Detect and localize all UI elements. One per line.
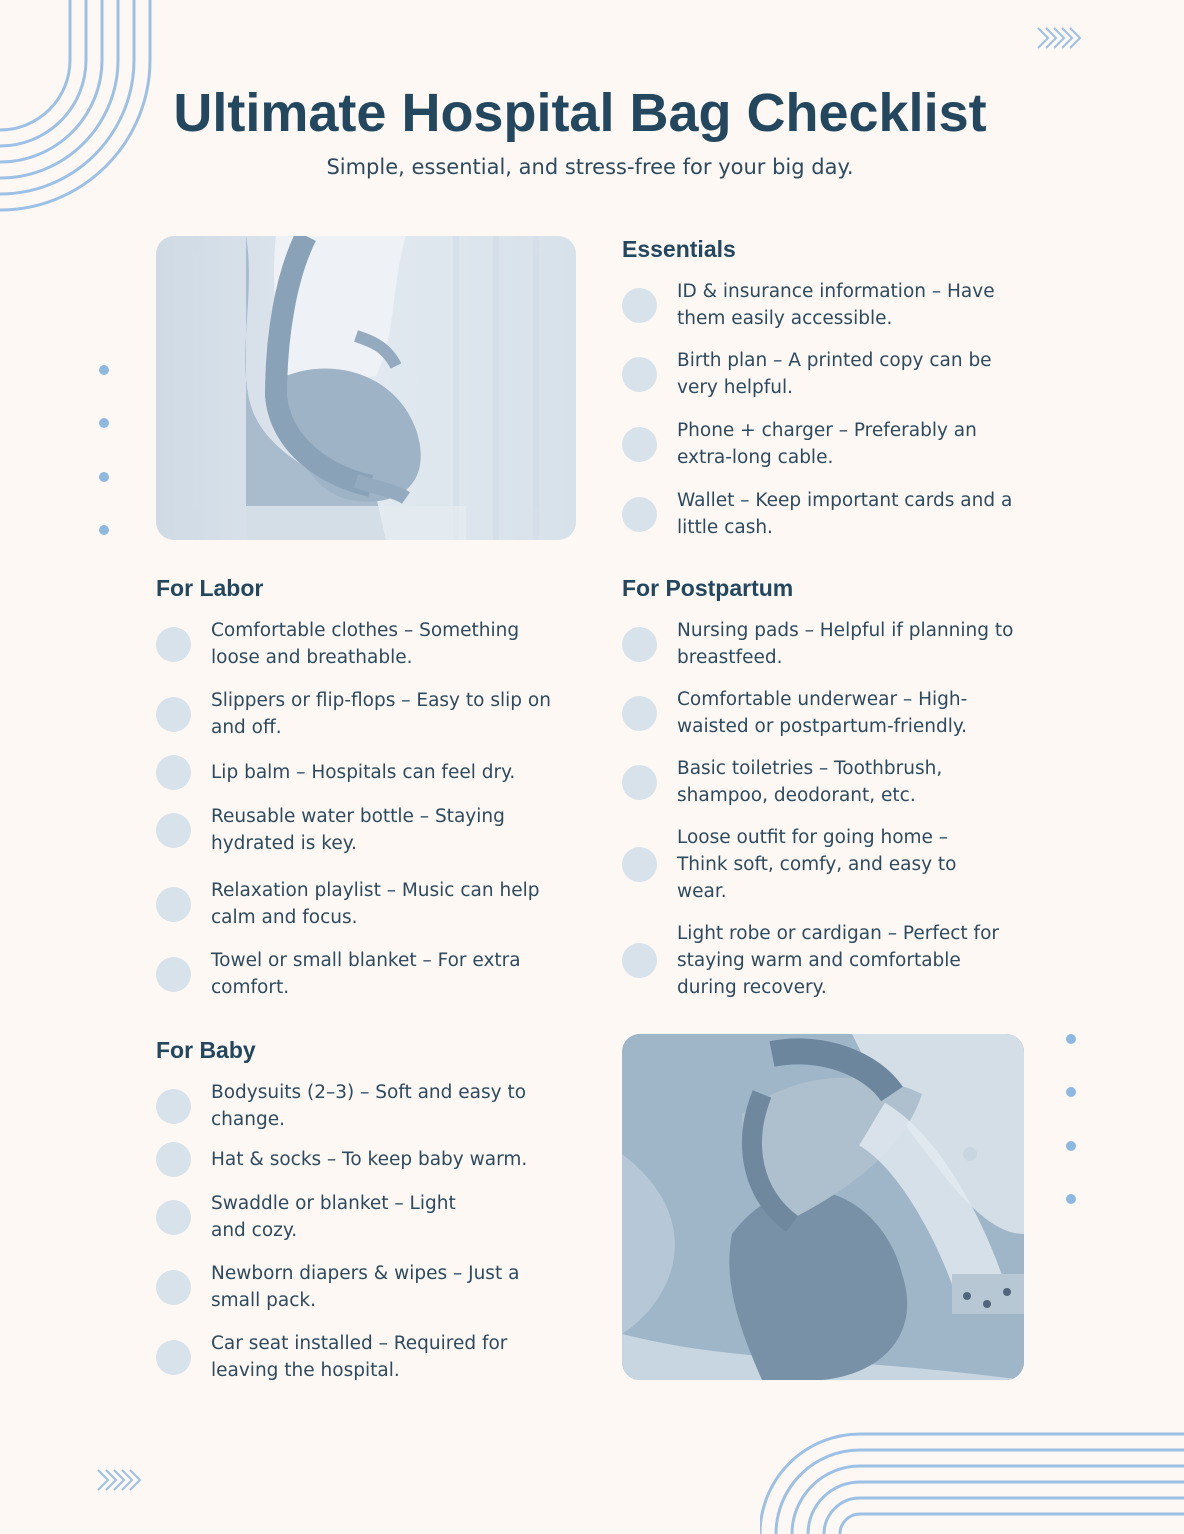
- item-text: Lip balm – Hospitals can feel dry.: [211, 762, 516, 783]
- decorative-dot: [1066, 1194, 1076, 1204]
- checkbox-circle[interactable]: [156, 1089, 191, 1124]
- checklist-item[interactable]: [622, 417, 1022, 471]
- checklist-item[interactable]: [156, 1260, 556, 1314]
- checkbox-circle[interactable]: [156, 1270, 191, 1305]
- checklist-item[interactable]: [156, 1079, 556, 1133]
- checklist-item[interactable]: [156, 687, 556, 741]
- checkbox-circle[interactable]: [622, 288, 657, 323]
- item-text: Comfortable underwear – High-waisted or postpartum-friendly.: [677, 689, 968, 737]
- item-text: Phone + charger – Preferably an extra-long cable.: [677, 420, 977, 468]
- checkbox-circle[interactable]: [622, 847, 657, 882]
- item-text: Relaxation playlist – Music can help calm and focus.: [211, 880, 540, 928]
- decorative-dot: [99, 418, 109, 428]
- item-text: Newborn diapers & wipes – Just a small pack.: [211, 1263, 520, 1311]
- section-title-labor: For Labor: [156, 575, 264, 601]
- checkbox-circle[interactable]: [622, 765, 657, 800]
- checklist-item[interactable]: [156, 755, 556, 790]
- checklist-item[interactable]: [622, 686, 1022, 740]
- section-title-essentials: Essentials: [622, 236, 736, 262]
- item-text: Light robe or cardigan – Perfect for staying warm and comfortable during recovery.: [677, 923, 999, 998]
- checkbox-circle[interactable]: [156, 1142, 191, 1177]
- chevrons-icon: [1036, 26, 1088, 50]
- checklist-item[interactable]: [156, 877, 556, 931]
- newborn-photo: [622, 1034, 1024, 1380]
- item-text: Slippers or flip-flops – Easy to slip on and off.: [211, 690, 551, 738]
- bottom-right-arcs: [760, 1430, 1184, 1534]
- item-text: Bodysuits (2–3) – Soft and easy to change.: [211, 1082, 527, 1130]
- checkbox-circle[interactable]: [156, 627, 191, 662]
- decorative-dot: [99, 525, 109, 535]
- checklist-item[interactable]: [156, 1142, 556, 1177]
- checklist-item[interactable]: [622, 487, 1022, 541]
- decorative-dot: [1066, 1034, 1076, 1044]
- chevrons-icon: [96, 1468, 148, 1492]
- checkbox-circle[interactable]: [156, 813, 191, 848]
- checklist-item[interactable]: [622, 920, 1022, 1001]
- checkbox-circle[interactable]: [622, 427, 657, 462]
- checkbox-circle[interactable]: [156, 755, 191, 790]
- checklist-item[interactable]: [156, 1190, 556, 1244]
- page-title: Ultimate Hospital Bag Checklist: [173, 83, 987, 143]
- checklist-item[interactable]: [156, 947, 556, 1001]
- item-text: Reusable water bottle – Staying hydrated is key.: [211, 806, 505, 854]
- section-title-postpartum: For Postpartum: [622, 575, 794, 601]
- checklist-item[interactable]: [622, 617, 1022, 671]
- checklist-item[interactable]: [622, 347, 1022, 401]
- item-text: Comfortable clothes – Something loose and breathable.: [211, 620, 520, 668]
- checklist-item[interactable]: [156, 803, 556, 857]
- pregnancy-photo: [156, 236, 576, 540]
- decorative-dot: [99, 472, 109, 482]
- checklist-item[interactable]: [156, 1330, 556, 1384]
- checkbox-circle[interactable]: [156, 1340, 191, 1375]
- decorative-dot: [99, 365, 109, 375]
- section-title-baby: For Baby: [156, 1037, 256, 1063]
- item-text: ID & insurance information – Have them easily accessible.: [677, 281, 995, 329]
- item-text: Towel or small blanket – For extra comfort.: [211, 950, 521, 998]
- checklist-item[interactable]: [622, 824, 1022, 905]
- checkbox-circle[interactable]: [156, 887, 191, 922]
- item-text: Hat & socks – To keep baby warm.: [211, 1149, 528, 1170]
- checkbox-circle[interactable]: [156, 697, 191, 732]
- checklist-item[interactable]: [622, 278, 1022, 332]
- checkbox-circle[interactable]: [622, 497, 657, 532]
- checkbox-circle[interactable]: [622, 943, 657, 978]
- item-text: Swaddle or blanket – Light and cozy.: [211, 1193, 456, 1241]
- item-text: Car seat installed – Required for leaving the hospital.: [211, 1333, 508, 1381]
- decorative-dot: [1066, 1087, 1076, 1097]
- item-text: Wallet – Keep important cards and a little cash.: [677, 490, 1013, 538]
- checkbox-circle[interactable]: [622, 357, 657, 392]
- item-text: Loose outfit for going home – Think soft, comfy, and easy to wear.: [677, 827, 957, 902]
- item-text: Birth plan – A printed copy can be very helpful.: [677, 350, 992, 398]
- item-text: Nursing pads – Helpful if planning to breastfeed.: [677, 620, 1014, 668]
- checklist-item[interactable]: [156, 617, 556, 671]
- checkbox-circle[interactable]: [156, 957, 191, 992]
- page-subtitle: Simple, essential, and stress-free for your big day.: [326, 155, 854, 179]
- checkbox-circle[interactable]: [622, 696, 657, 731]
- checklist-item[interactable]: [622, 755, 1022, 809]
- checkbox-circle[interactable]: [156, 1200, 191, 1235]
- item-text: Basic toiletries – Toothbrush, shampoo, deodorant, etc.: [677, 758, 943, 806]
- checkbox-circle[interactable]: [622, 627, 657, 662]
- decorative-dot: [1066, 1141, 1076, 1151]
